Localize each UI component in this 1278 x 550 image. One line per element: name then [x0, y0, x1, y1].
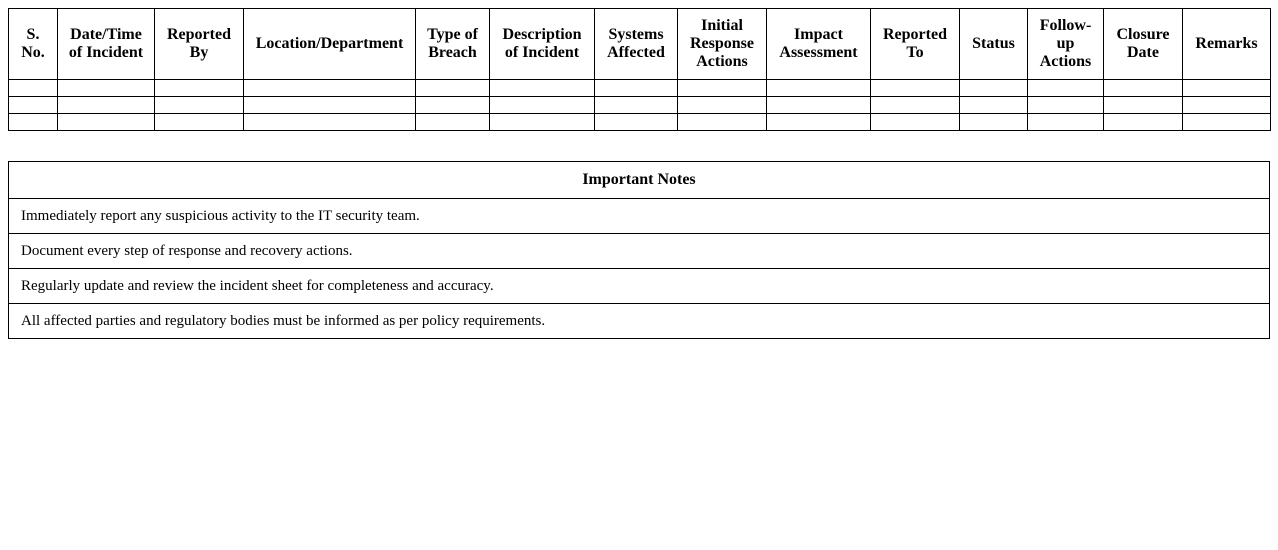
table-cell	[416, 97, 490, 114]
table-cell	[1183, 114, 1271, 131]
table-cell	[244, 80, 416, 97]
table-cell	[490, 114, 595, 131]
note-text: Regularly update and review the incident sheet for completeness and accuracy.	[9, 269, 1270, 304]
table-cell	[678, 114, 767, 131]
note-row	[9, 304, 1270, 339]
column-header-impact-assessment: Impact Assessment	[767, 9, 871, 80]
table-cell	[595, 114, 678, 131]
table-cell	[155, 97, 244, 114]
table-cell	[1028, 97, 1104, 114]
important-notes-table	[8, 161, 1270, 339]
table-cell	[960, 80, 1028, 97]
table-cell	[9, 114, 58, 131]
table-cell	[1028, 114, 1104, 131]
table-cell	[244, 114, 416, 131]
table-cell	[678, 80, 767, 97]
table-cell	[490, 80, 595, 97]
table-cell	[960, 97, 1028, 114]
table-cell	[490, 97, 595, 114]
table-cell	[155, 114, 244, 131]
column-header-closure-date: Closure Date	[1104, 9, 1183, 80]
table-cell	[767, 80, 871, 97]
table-cell	[767, 97, 871, 114]
table-cell	[416, 114, 490, 131]
table-cell	[9, 97, 58, 114]
table-cell	[1104, 80, 1183, 97]
column-header-type-of-breach: Type of Breach	[416, 9, 490, 80]
column-header-reported-to: Reported To	[871, 9, 960, 80]
column-header-reported-by: Reported By	[155, 9, 244, 80]
column-header-serial-no: S. No.	[9, 9, 58, 80]
note-row	[9, 234, 1270, 269]
table-row	[9, 114, 1271, 131]
table-row	[9, 97, 1271, 114]
table-cell	[58, 80, 155, 97]
table-cell	[155, 80, 244, 97]
table-cell	[1183, 80, 1271, 97]
table-cell	[416, 80, 490, 97]
table-cell	[871, 97, 960, 114]
column-header-description: Description of Incident	[490, 9, 595, 80]
table-cell	[595, 97, 678, 114]
note-text: All affected parties and regulatory bodies must be informed as per policy requirements.	[9, 304, 1270, 339]
notes-header-row	[9, 162, 1270, 199]
table-cell	[244, 97, 416, 114]
note-row	[9, 199, 1270, 234]
table-cell	[1104, 97, 1183, 114]
table-cell	[9, 80, 58, 97]
notes-title: Important Notes	[9, 162, 1270, 199]
note-text: Document every step of response and recovery actions.	[9, 234, 1270, 269]
table-cell	[767, 114, 871, 131]
column-header-date-time: Date/Time of Incident	[58, 9, 155, 80]
incident-log-table	[8, 8, 1271, 131]
column-header-status: Status	[960, 9, 1028, 80]
table-cell	[678, 97, 767, 114]
table-cell	[58, 114, 155, 131]
table-cell	[871, 80, 960, 97]
table-cell	[1028, 80, 1104, 97]
note-row	[9, 269, 1270, 304]
note-text: Immediately report any suspicious activity to the IT security team.	[9, 199, 1270, 234]
table-row	[9, 80, 1271, 97]
table-cell	[1104, 114, 1183, 131]
table-cell	[1183, 97, 1271, 114]
table-cell	[58, 97, 155, 114]
table-header-row	[9, 9, 1271, 80]
column-header-follow-up: Follow-up Actions	[1028, 9, 1104, 80]
column-header-systems-affected: Systems Affected	[595, 9, 678, 80]
column-header-initial-response: Initial Response Actions	[678, 9, 767, 80]
column-header-location: Location/Department	[244, 9, 416, 80]
column-header-remarks: Remarks	[1183, 9, 1271, 80]
table-cell	[595, 80, 678, 97]
table-cell	[871, 114, 960, 131]
table-cell	[960, 114, 1028, 131]
